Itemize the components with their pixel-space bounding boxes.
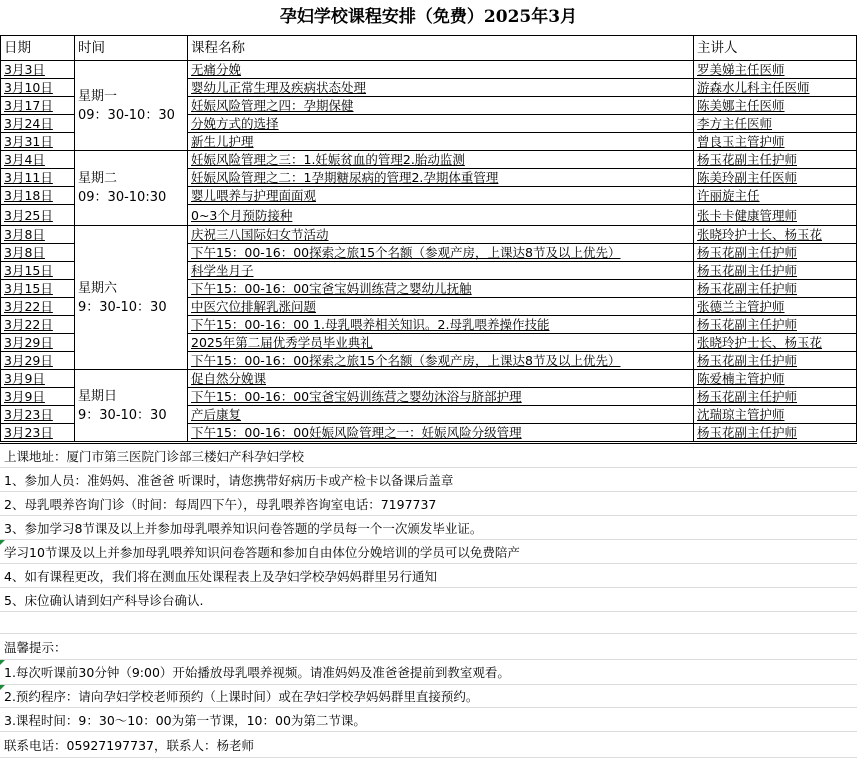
course-cell: 科学坐月子 xyxy=(188,262,694,280)
header-time: 时间 xyxy=(75,36,188,61)
course-cell: 中医穴位排解乳涨问题 xyxy=(188,298,694,316)
cell-comment-marker-icon xyxy=(0,540,5,545)
lecturer-cell: 杨玉花副主任护师 xyxy=(694,262,857,280)
time-range-label: 9：30-10：30 xyxy=(78,407,167,423)
date-cell: 3月25日 xyxy=(1,205,75,226)
lecturer-cell: 罗美娣主任医师 xyxy=(694,61,857,79)
header-course: 课程名称 xyxy=(188,36,694,61)
weekday-label: 星期六 xyxy=(78,280,118,296)
header-date: 日期 xyxy=(1,36,75,61)
date-cell: 3月8日 xyxy=(1,244,75,262)
tips-heading: 温馨提示： xyxy=(0,634,857,660)
lecturer-cell: 杨玉花副主任护师 xyxy=(694,352,857,370)
time-group-cell xyxy=(75,61,188,151)
date-cell: 3月23日 xyxy=(1,424,75,442)
note-line: 5、床位确认请到妇产科导诊台确认. xyxy=(0,588,857,612)
course-cell: 无痛分娩 xyxy=(188,61,694,79)
note-line: 联系电话：05927197737，联系人：杨老师 xyxy=(0,732,857,758)
page-title: 孕妇学校课程安排（免费）2025年3月 xyxy=(0,0,857,36)
lecturer-cell: 曾良玉主管护师 xyxy=(694,133,857,151)
course-cell: 下午15：00-16：00妊娠风险管理之一：妊娠风险分级管理 xyxy=(188,424,694,442)
date-cell: 3月29日 xyxy=(1,352,75,370)
note-line: 学习10节课及以上并参加母乳喂养知识问卷答题和参加自由体位分娩培训的学员可以免费陪产 xyxy=(0,540,857,564)
course-cell: 庆祝三八国际妇女节活动 xyxy=(188,226,694,244)
course-cell: 下午15：00-16：00宝爸宝妈训练营之婴幼儿抚触 xyxy=(188,280,694,298)
time-group-cell xyxy=(75,370,188,442)
lecturer-cell: 沈瑞琼主管护师 xyxy=(694,406,857,424)
course-cell: 分娩方式的选择 xyxy=(188,115,694,133)
course-cell: 0~3个月预防接种 xyxy=(188,205,694,226)
date-cell: 3月24日 xyxy=(1,115,75,133)
date-cell: 3月10日 xyxy=(1,79,75,97)
weekday-label: 星期日 xyxy=(78,388,118,404)
weekday-label: 星期二 xyxy=(78,171,118,186)
note-line: 3、参加学习8节课及以上并参加母乳喂养知识问卷答题的学员每一个一次颁发毕业证。 xyxy=(0,516,857,540)
lecturer-cell: 陈爱楠主管护师 xyxy=(694,370,857,388)
note-line: 3.课程时间：9：30～10：00为第一节课，10：00为第二节课。 xyxy=(0,708,857,732)
lecturer-cell: 杨玉花副主任护师 xyxy=(694,388,857,406)
date-cell: 3月8日 xyxy=(1,226,75,244)
course-cell: 下午15：00-16：00探索之旅15个名额（参观产房，上课达8节及以上优先） xyxy=(188,352,694,370)
lecturer-cell: 游森水儿科主任医师 xyxy=(694,79,857,97)
time-range-label: 9：30-10：30 xyxy=(78,299,167,315)
time-range-label: 09：30-10：30 xyxy=(78,107,175,123)
lecturer-cell: 杨玉花副主任护师 xyxy=(694,280,857,298)
course-cell: 妊娠风险管理之三：1.妊娠贫血的管理2.胎动监测 xyxy=(188,151,694,169)
weekday-label: 星期一 xyxy=(78,88,118,104)
course-cell: 促自然分娩课 xyxy=(188,370,694,388)
time-range-label: 09：30-10:30 xyxy=(78,190,167,205)
lecturer-cell: 张晓玲护士长、杨玉花 xyxy=(694,334,857,352)
date-cell: 3月11日 xyxy=(1,169,75,187)
time-group-cell xyxy=(75,226,188,370)
lecturer-cell: 张卡卡健康管理师 xyxy=(694,205,857,226)
table-row xyxy=(1,370,857,388)
note-line: 上课地址：厦门市第三医院门诊部三楼妇产科孕妇学校 xyxy=(0,443,857,468)
note-line: 2、母乳喂养咨询门诊（时间：每周四下午），母乳喂养咨询室电话：7197737 xyxy=(0,492,857,516)
date-cell: 3月22日 xyxy=(1,298,75,316)
lecturer-cell: 李方主任医师 xyxy=(694,115,857,133)
lecturer-cell: 张德兰主管护师 xyxy=(694,298,857,316)
note-line xyxy=(0,612,857,634)
note-line: 2.预约程序：请向孕妇学校老师预约（上课时间）或在孕妇学校孕妈妈群里直接预约。 xyxy=(0,685,857,708)
lecturer-cell: 陈美娜主任医师 xyxy=(694,97,857,115)
date-cell: 3月3日 xyxy=(1,61,75,79)
table-row xyxy=(1,61,857,79)
course-cell: 妊娠风险管理之四：孕期保健 xyxy=(188,97,694,115)
header-lecturer: 主讲人 xyxy=(694,36,857,61)
course-cell: 下午15：00-16：00 1.母乳喂养相关知识。2.母乳喂养操作技能 xyxy=(188,316,694,334)
date-cell: 3月18日 xyxy=(1,187,75,205)
course-cell: 婴儿喂养与护理面面观 xyxy=(188,187,694,205)
date-cell: 3月15日 xyxy=(1,262,75,280)
note-line: 1.每次听课前30分钟（9:00）开始播放母乳喂养视频。请准妈妈及准爸爸提前到教室观看。 xyxy=(0,660,857,685)
date-cell: 3月15日 xyxy=(1,280,75,298)
date-cell: 3月29日 xyxy=(1,334,75,352)
lecturer-cell: 杨玉花副主任护师 xyxy=(694,244,857,262)
date-cell: 3月22日 xyxy=(1,316,75,334)
course-cell: 产后康复 xyxy=(188,406,694,424)
table-header xyxy=(1,36,857,61)
date-cell: 3月4日 xyxy=(1,151,75,169)
lecturer-cell: 杨玉花副主任护师 xyxy=(694,151,857,169)
lecturer-cell: 张晓玲护士长、杨玉花 xyxy=(694,226,857,244)
table-row xyxy=(1,151,857,169)
time-group-cell xyxy=(75,151,188,226)
note-line: 4、如有课程更改，我们将在测血压处课程表上及孕妇学校孕妈妈群里另行通知 xyxy=(0,564,857,588)
lecturer-cell: 杨玉花副主任护师 xyxy=(694,316,857,334)
course-cell: 新生儿护理 xyxy=(188,133,694,151)
date-cell: 3月17日 xyxy=(1,97,75,115)
course-cell: 2025年第二届优秀学员毕业典礼 xyxy=(188,334,694,352)
lecturer-cell: 杨玉花副主任护师 xyxy=(694,424,857,442)
lecturer-cell: 许丽旋主任 xyxy=(694,187,857,205)
date-cell: 3月9日 xyxy=(1,388,75,406)
cell-comment-marker-icon xyxy=(0,685,5,690)
date-cell: 3月9日 xyxy=(1,370,75,388)
course-cell: 妊娠风险管理之二：1孕期糖尿病的管理2.孕期体重管理 xyxy=(188,169,694,187)
course-cell: 下午15：00-16：00探索之旅15个名额（参观产房，上课达8节及以上优先） xyxy=(188,244,694,262)
cell-comment-marker-icon xyxy=(0,660,5,665)
note-line: 1、参加人员：准妈妈、准爸爸 听课时，请您携带好病历卡或产检卡以备课后盖章 xyxy=(0,468,857,492)
date-cell: 3月31日 xyxy=(1,133,75,151)
date-cell: 3月23日 xyxy=(1,406,75,424)
table-row xyxy=(1,226,857,244)
schedule-table xyxy=(0,35,857,442)
lecturer-cell: 陈美玲副主任医师 xyxy=(694,169,857,187)
course-cell: 婴幼儿正常生理及疾病状态处理 xyxy=(188,79,694,97)
course-cell: 下午15：00-16：00宝爸宝妈训练营之婴幼沐浴与脐部护理 xyxy=(188,388,694,406)
